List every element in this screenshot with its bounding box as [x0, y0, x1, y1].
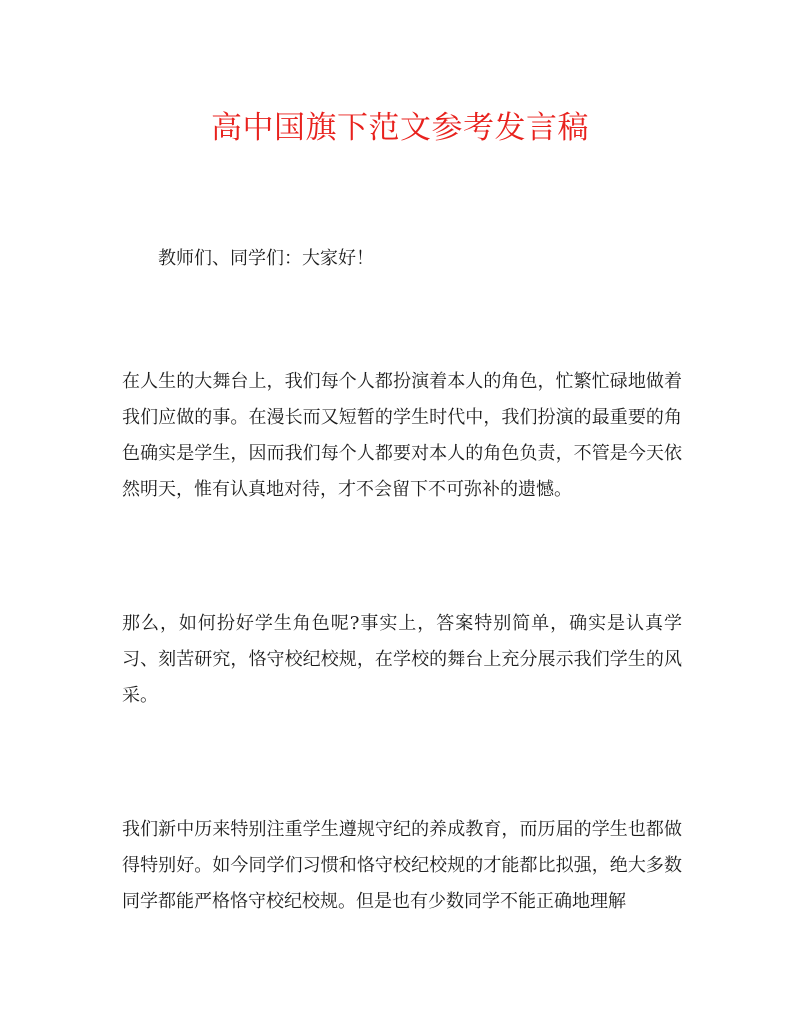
paragraph-2: 那么，如何扮好学生角色呢?事实上，答案特别简单，确实是认真学习、刻苦研究，恪守校纪校规，在学校的舞台上充分展示我们学生的风采。 — [122, 613, 682, 706]
paragraph-3: 我们新中历来特别注重学生遵规守纪的养成教育，而历届的学生也都做得特别好。如今同学们习惯和恪守校纪校规的才能都比拟强，绝大多数同学都能严格恪守校纪校规。但是也有少数同学不能正确地理解 — [122, 819, 682, 912]
document-title: 高中国旗下范文参考发言稿 — [211, 110, 589, 146]
greeting-line: 教师们、同学们：大家好！ — [158, 248, 374, 269]
paragraph-1: 在人生的大舞台上，我们每个人都扮演着本人的角色，忙繁忙碌地做着我们应做的事。在漫长而又短暂的学生时代中，我们扮演的最重要的角色确实是学生，因而我们每个人都要对本人的角色负责，不管是今天依然明天，惟有认真地对待，才不会留下不可弥补的遗憾。 — [122, 371, 682, 500]
